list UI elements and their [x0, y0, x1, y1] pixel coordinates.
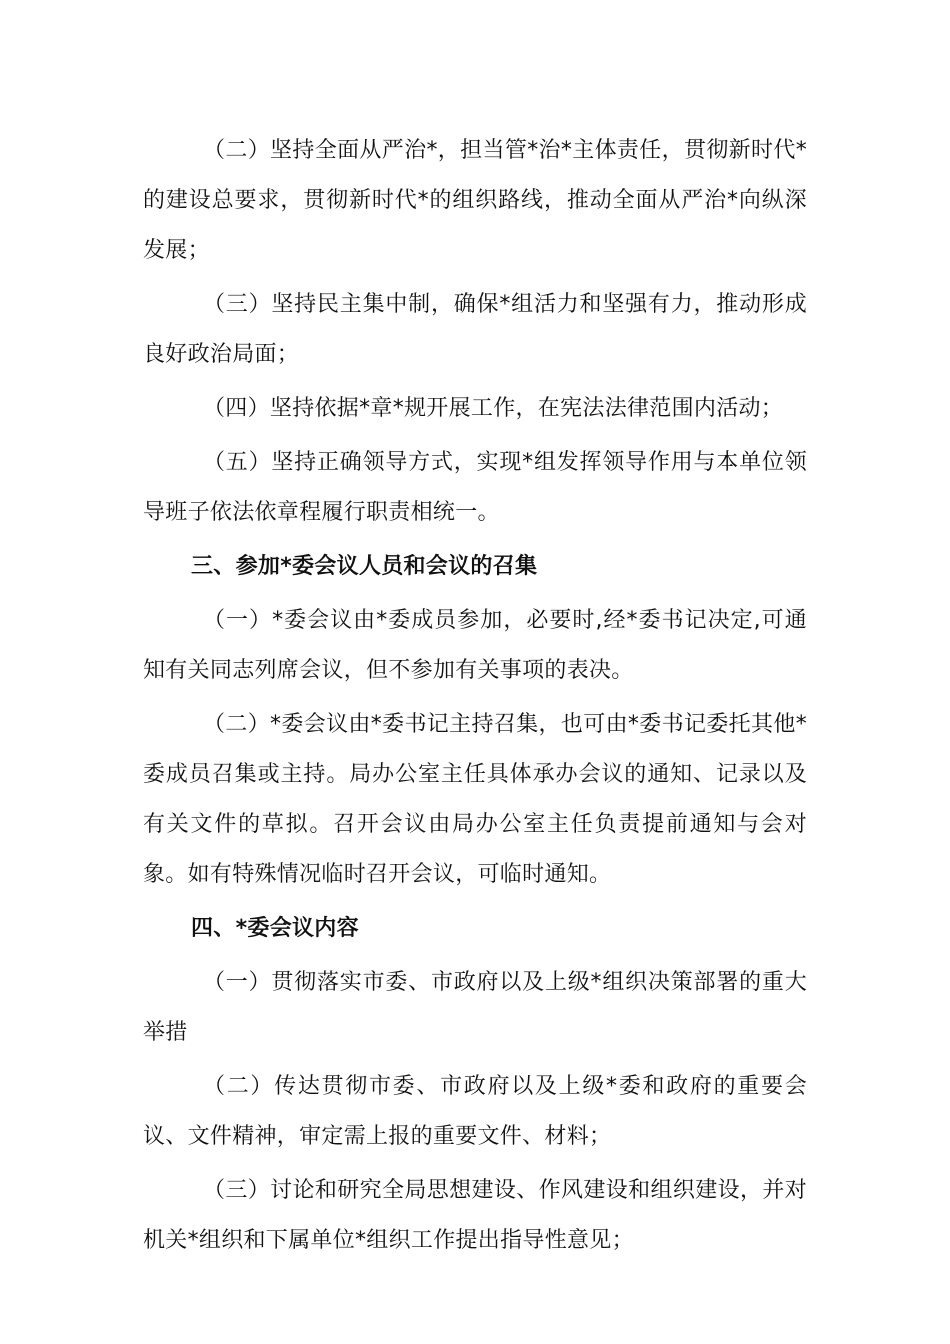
section-heading-3: 三、参加*委会议人员和会议的召集	[191, 554, 538, 579]
document-page	[143, 126, 807, 1270]
paragraph-item-3-1: （一）*委会议由*委成员参加，必要时,经*委书记决定,可通知有关同志列席会议，但不参加有关事项的表决。	[143, 608, 807, 683]
paragraph-item-2: （二）坚持全面从严治*，担当管*治*主体责任，贯彻新时代*的建设总要求，贯彻新时代*的组织路线，推动全面从严治*向纵深发展；	[143, 138, 807, 263]
paragraph-item-5: （五）坚持正确领导方式，实现*组发挥领导作用与本单位领导班子依法依章程履行职责相统一。	[143, 450, 807, 525]
paragraph-item-3-2: （二）*委会议由*委书记主持召集，也可由*委书记委托其他*委成员召集或主持。局办公室主任具体承办会议的通知、记录以及有关文件的草拟。召开会议由局办公室主任负责提前通知与会对象。如有特殊情况临时召开会议，可临时通知。	[143, 712, 807, 887]
section-heading-4: 四、*委会议内容	[191, 916, 359, 941]
paragraph-item-4-1: （一）贯彻落实市委、市政府以及上级*组织决策部署的重大举措	[143, 970, 807, 1045]
paragraph-item-4-3: （三）讨论和研究全局思想建设、作风建设和组织建设，并对机关*组织和下属单位*组织工作提出指导性意见；	[143, 1178, 807, 1253]
paragraph-item-3: （三）坚持民主集中制，确保*组活力和坚强有力，推动形成良好政治局面；	[143, 292, 807, 367]
paragraph-item-4-2: （二）传达贯彻市委、市政府以及上级*委和政府的重要会议、文件精神，审定需上报的重要文件、材料；	[143, 1074, 807, 1149]
paragraph-item-4: （四）坚持依据*章*规开展工作，在宪法法律范围内活动；	[203, 396, 784, 421]
